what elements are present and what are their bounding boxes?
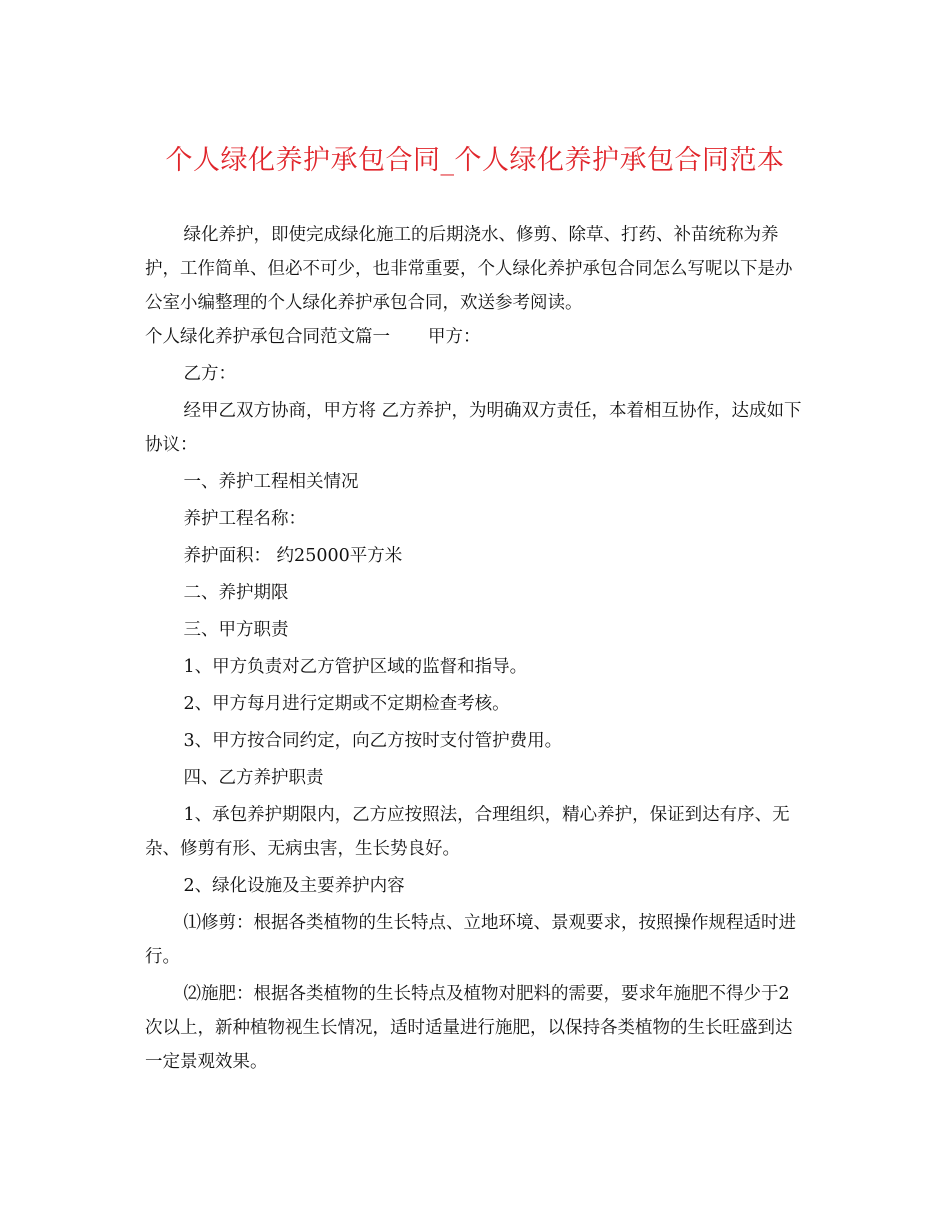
clause-2-heading: 二、养护期限 [183,583,289,603]
document-body [145,218,805,1079]
party-a-label: 甲方： [428,327,481,347]
fertilizing-paragraph: ⑵施肥：根据各类植物的生长特点及植物对肥料的需要，要求年施肥不得少于2次以上，新种植物视生长情况，适时适量进行施肥，以保持各类植物的生长旺盛到达一定景观效果。 [145,984,793,1072]
clause-4-heading: 四、乙方养护职责 [183,768,324,788]
project-area-line: 养护面积： 约25000平方米 [183,546,403,566]
party-b-duty-2: 2、绿化设施及主要养护内容 [183,876,405,896]
party-b-label: 乙方： [183,364,236,384]
agreement-paragraph: 经甲乙双方协商，甲方将 乙方养护，为明确双方责任，本着相互协作，达成如下协议： [145,401,802,455]
party-a-duty-3: 3、甲方按合同约定，向乙方按时支付管护费用。 [183,731,563,751]
section-heading: 个人绿化养护承包合同范文篇一 [145,327,390,347]
clause-3-heading: 三、甲方职责 [183,620,289,640]
party-a-duty-2: 2、甲方每月进行定期或不定期检查考核。 [183,694,510,714]
document-title: 个人绿化养护承包合同_个人绿化养护承包合同范本 [165,145,785,176]
intro-paragraph: 绿化养护，即使完成绿化施工的后期浇水、修剪、除草、打药、补苗统称为养护，工作简单、但必不可少，也非常重要，个人绿化养护承包合同怎么写呢以下是办公室小编整理的个人绿化养护承包合同，欢送参考阅读。 [145,225,793,313]
pruning-paragraph: ⑴修剪：根据各类植物的生长特点、立地环境、景观要求，按照操作规程适时进行。 [145,913,796,967]
clause-1-heading: 一、养护工程相关情况 [183,472,359,492]
project-name-line: 养护工程名称： [183,509,306,529]
party-b-duty-1: 1、承包养护期限内，乙方应按照法，合理组织，精心养护，保证到达有序、无杂、修剪有形、无病虫害，生长势良好。 [145,805,790,859]
party-a-duty-1: 1、甲方负责对乙方管护区域的监督和指导。 [183,657,528,677]
section-heading-line [145,320,805,354]
